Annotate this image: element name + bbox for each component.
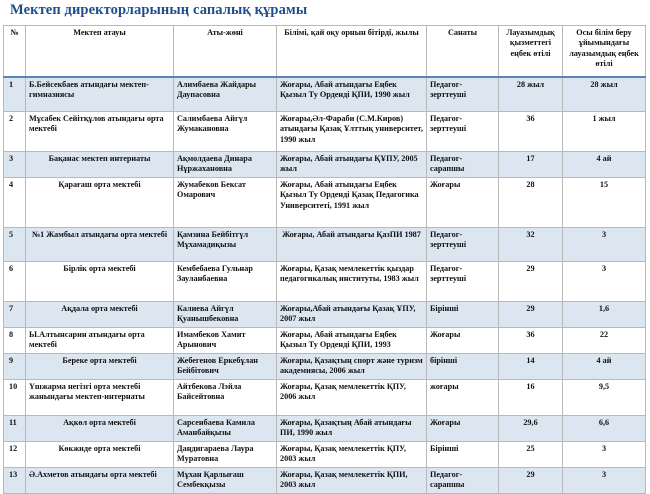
- cell-position-experience: 29: [499, 302, 563, 328]
- cell-category: Жоғары: [427, 178, 499, 228]
- cell-num: 1: [4, 77, 26, 112]
- table-row: [4, 302, 646, 328]
- table-row: [4, 328, 646, 354]
- cell-name: Имамбеков Хамит Арынович: [174, 328, 277, 354]
- cell-num: 9: [4, 354, 26, 380]
- cell-category: Педагог-зерттеуші: [427, 228, 499, 262]
- cell-school: Береке орта мектебі: [26, 354, 174, 380]
- cell-position-experience: 29: [499, 468, 563, 494]
- cell-school: Ы.Алтынсарин атындағы орта мектебі: [26, 328, 174, 354]
- cell-position-experience: 17: [499, 152, 563, 178]
- cell-name: Айтбекова Лэйла Байсейтовна: [174, 380, 277, 416]
- cell-category: Педагог-сарапшы: [427, 468, 499, 494]
- cell-position-experience: 14: [499, 354, 563, 380]
- cell-education: Жоғары, Қазақтың Абай атындағы ПИ, 1990 жыл: [277, 416, 427, 442]
- cell-school: Ақкөл орта мектебі: [26, 416, 174, 442]
- cell-school: Көкжиде орта мектебі: [26, 442, 174, 468]
- col-header-school: Мектеп атауы: [26, 26, 174, 77]
- cell-education: Жоғары, Қазақ мемлекеттік ҚПУ, 2006 жыл: [277, 380, 427, 416]
- cell-current-experience: 1,6: [563, 302, 646, 328]
- cell-current-experience: 4 ай: [563, 354, 646, 380]
- table-row: [4, 228, 646, 262]
- cell-category: Педагог-зерттеуші: [427, 77, 499, 112]
- cell-name: Даңдигараева Лаура Муратовна: [174, 442, 277, 468]
- cell-name: Кембебаева Гульнар Зауланбаевна: [174, 262, 277, 302]
- table-header-row: [4, 26, 646, 77]
- cell-school: Үшжарма негізгі орта мектебі жанындағы мектеп-интернаты: [26, 380, 174, 416]
- page-title: Мектеп директорларының сапалық құрамы: [10, 2, 308, 18]
- cell-position-experience: 36: [499, 112, 563, 152]
- cell-category: бірінші: [427, 354, 499, 380]
- cell-education: Жоғары, Қазақ мемлекеттік ҚПИ, 2003 жыл: [277, 468, 427, 494]
- cell-position-experience: 32: [499, 228, 563, 262]
- cell-num: 2: [4, 112, 26, 152]
- cell-school: Қарағаш орта мектебі: [26, 178, 174, 228]
- cell-category: Педагог-сарапшы: [427, 152, 499, 178]
- cell-education: Жоғары, Абай атындағы Еңбек Қызыл Ту Орденді ҚПИ, 1993: [277, 328, 427, 354]
- cell-school: Ә.Ахметов атындағы орта мектебі: [26, 468, 174, 494]
- cell-education: Жоғары, Қазақ мемлекеттік қыздар педагогикалық институты, 1983 жыл: [277, 262, 427, 302]
- cell-category: жоғары: [427, 380, 499, 416]
- table-row: [4, 262, 646, 302]
- cell-num: 12: [4, 442, 26, 468]
- cell-education: Жоғары, Абай атындағы Еңбек Қызыл Ту Орденді ҚПИ, 1990 жыл: [277, 77, 427, 112]
- table-row: [4, 468, 646, 494]
- col-header-education: Білімі, қай оқу орнын бітірді, жылы: [277, 26, 427, 77]
- cell-school: Б.Бейсекбаев атындағы мектеп-гимназиясы: [26, 77, 174, 112]
- cell-num: 5: [4, 228, 26, 262]
- cell-name: Қамзина Бейбітгүл Мұхамадиқызы: [174, 228, 277, 262]
- cell-category: Жоғары: [427, 416, 499, 442]
- cell-current-experience: 3: [563, 228, 646, 262]
- cell-name: Ақмолдаева Динара Нұржахановна: [174, 152, 277, 178]
- cell-current-experience: 28 жыл: [563, 77, 646, 112]
- cell-current-experience: 9,5: [563, 380, 646, 416]
- cell-position-experience: 29,6: [499, 416, 563, 442]
- cell-education: Жоғары,Әл-Фараби (С.М.Киров) атындағы Қазақ Ұлттық университет, 1990 жыл: [277, 112, 427, 152]
- cell-num: 13: [4, 468, 26, 494]
- cell-num: 6: [4, 262, 26, 302]
- cell-num: 7: [4, 302, 26, 328]
- col-header-category: Санаты: [427, 26, 499, 77]
- cell-school: Бірлік орта мектебі: [26, 262, 174, 302]
- cell-education: Жоғары, Абай атындағы Еңбек Қызыл Ту Орденді Қазақ Педагогика Университеті, 1991 жыл: [277, 178, 427, 228]
- cell-education: Жоғары,Абай атындағы Қазақ ҰПУ, 2007 жыл: [277, 302, 427, 328]
- cell-position-experience: 36: [499, 328, 563, 354]
- cell-num: 4: [4, 178, 26, 228]
- cell-num: 11: [4, 416, 26, 442]
- table-row: [4, 152, 646, 178]
- cell-position-experience: 29: [499, 262, 563, 302]
- cell-name: Сарсенбаева Камила Аманбайқызы: [174, 416, 277, 442]
- table-row: [4, 442, 646, 468]
- cell-category: Жоғары: [427, 328, 499, 354]
- cell-name: Жебегенов Еркебұлан Бейбітович: [174, 354, 277, 380]
- cell-education: Жоғары, Қазақтың спорт және туризм академиясы, 2006 жыл: [277, 354, 427, 380]
- cell-current-experience: 6,6: [563, 416, 646, 442]
- table-row: [4, 77, 646, 112]
- table-row: [4, 380, 646, 416]
- col-header-name: Аты-жөні: [174, 26, 277, 77]
- cell-current-experience: 3: [563, 442, 646, 468]
- table-row: [4, 354, 646, 380]
- cell-name: Мұхан Қарлығаш Сембекқызы: [174, 468, 277, 494]
- col-header-position-experience: Лауазымдық қызметтегі еңбек өтілі: [499, 26, 563, 77]
- cell-position-experience: 28 жыл: [499, 77, 563, 112]
- cell-position-experience: 28: [499, 178, 563, 228]
- cell-num: 8: [4, 328, 26, 354]
- cell-current-experience: 1 жыл: [563, 112, 646, 152]
- cell-school: Бақанас мектеп интернаты: [26, 152, 174, 178]
- col-header-current-experience: Осы білім беру ұйымындағы лауазымдық еңбек өтілі: [563, 26, 646, 77]
- cell-school: Ақдала орта мектебі: [26, 302, 174, 328]
- cell-current-experience: 3: [563, 262, 646, 302]
- cell-current-experience: 4 ай: [563, 152, 646, 178]
- cell-category: Бірінші: [427, 302, 499, 328]
- cell-education: Жоғары, Абай атындағы ҚазПИ 1987: [277, 228, 427, 262]
- cell-category: Педагог-зерттеуші: [427, 112, 499, 152]
- cell-current-experience: 15: [563, 178, 646, 228]
- cell-category: Педагог-зерттеуші: [427, 262, 499, 302]
- cell-school: №1 Жамбыл атындағы орта мектебі: [26, 228, 174, 262]
- col-header-num: №: [4, 26, 26, 77]
- cell-school: Мұсабек Сейітқұлов атындағы орта мектебі: [26, 112, 174, 152]
- cell-current-experience: 22: [563, 328, 646, 354]
- cell-category: Бірінші: [427, 442, 499, 468]
- cell-education: Жоғары, Қазақ мемлекеттік ҚПУ, 2003 жыл: [277, 442, 427, 468]
- cell-position-experience: 16: [499, 380, 563, 416]
- cell-name: Салимбаева Айгүл Жумакановна: [174, 112, 277, 152]
- cell-position-experience: 25: [499, 442, 563, 468]
- cell-name: Калиева Айгүл Қуанышбековна: [174, 302, 277, 328]
- cell-name: Алимбаева Жайдары Даупасовна: [174, 77, 277, 112]
- directors-table: [3, 25, 646, 494]
- cell-education: Жоғары, Абай атындағы ҚҰПУ, 2005 жыл: [277, 152, 427, 178]
- table-row: [4, 178, 646, 228]
- table-row: [4, 112, 646, 152]
- cell-num: 3: [4, 152, 26, 178]
- table-row: [4, 416, 646, 442]
- cell-current-experience: 3: [563, 468, 646, 494]
- cell-name: Жумабеков Бексат Омарович: [174, 178, 277, 228]
- cell-num: 10: [4, 380, 26, 416]
